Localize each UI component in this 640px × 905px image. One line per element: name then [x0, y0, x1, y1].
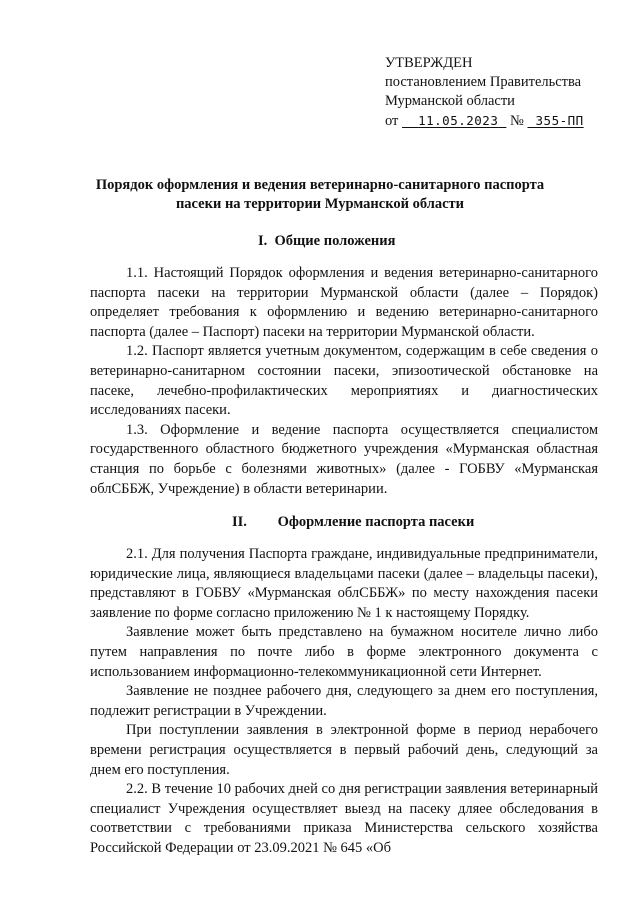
paragraph-2-2: 2.2. В течение 10 рабочих дней со дня регистрации заявления ветеринарный специалист Учреждения осуществляет выезд на пасеку дляее обследования в соответствии с требованиями приказа Министерства сельского хозяйства Российской Федерации от 23.09.2021 № 645 «Об	[90, 781, 598, 856]
document-title-line-1: Порядок оформления и ведения ветеринарно-санитарного паспорта	[95, 177, 545, 193]
approval-date-prefix: от	[385, 113, 399, 129]
section-1-heading	[258, 232, 395, 251]
paragraph-1-3: 1.3. Оформление и ведение паспорта осуществляется специалистом государственного областного бюджетного учреждения «Мурманская областная станция по борьбе с болезнями животных» (далее - ГОБВУ «Мурманская облСББЖ, Учреждение) в области ветеринарии.	[90, 421, 598, 497]
paragraph-1-1: 1.1. Настоящий Порядок оформления и ведения ветеринарно-санитарного паспорта пасеки на территории Мурманской области (далее – Порядок) определяет требования к оформлению и ведению ветеринарно-санитарного паспорта (далее – Паспорт) пасеки на территории Мурманской области.	[90, 265, 598, 340]
paragraph-2-1-c: При поступлении заявления в электронной форме в период нерабочего времени регистрация осуществляется в первый рабочий день, следующий за днем его поступления.	[90, 722, 598, 778]
approval-stamp	[385, 54, 615, 131]
approval-date-line	[385, 111, 615, 131]
approval-date: 11.05.2023	[418, 113, 499, 128]
paragraph-1-2: 1.2. Паспорт является учетным документом, содержащим в себе сведения о ветеринарно-санитарном состоянии пасеки, эпизоотической обстановке на пасеке, лечебно-профилактических мероприятиях и диагностических исследованиях пасеки.	[90, 343, 598, 419]
paragraph-2-1-b: Заявление не позднее рабочего дня, следующего за днем его поступления, подлежит регистрации в Учреждении.	[90, 683, 598, 719]
section-1-body	[90, 264, 598, 499]
approval-number: 355-ПП	[535, 113, 584, 128]
approval-line-2: Мурманской области	[385, 93, 515, 109]
section-2-number: II.	[232, 514, 247, 530]
section-2-body	[90, 545, 598, 859]
section-1-number: I.	[258, 233, 268, 249]
paragraph-2-1-a: Заявление может быть представлено на бумажном носителе лично либо путем направления по почте либо в форме электронного документа с использованием информационно-телекоммуникационной сети Интернет.	[90, 624, 598, 680]
approval-heading: УТВЕРЖДЕН	[385, 55, 473, 71]
document-title-line-2: пасеки на территории Мурманской области	[175, 196, 465, 212]
approval-number-sign: №	[510, 113, 524, 129]
section-2-heading	[232, 513, 474, 532]
section-1-title: Общие положения	[274, 233, 396, 249]
approval-line-1: постановлением Правительства	[385, 74, 582, 90]
document-title	[80, 176, 560, 214]
paragraph-2-1: 2.1. Для получения Паспорта граждане, индивидуальные предприниматели, юридические лица, являющиеся владельцами пасеки (далее – владельцы пасеки), представляют в ГОБВУ «Мурманская облСББЖ» по месту нахождения пасеки заявление по форме согласно приложению № 1 к настоящему Порядку.	[90, 546, 598, 621]
section-2-title: Оформление паспорта пасеки	[277, 514, 475, 530]
